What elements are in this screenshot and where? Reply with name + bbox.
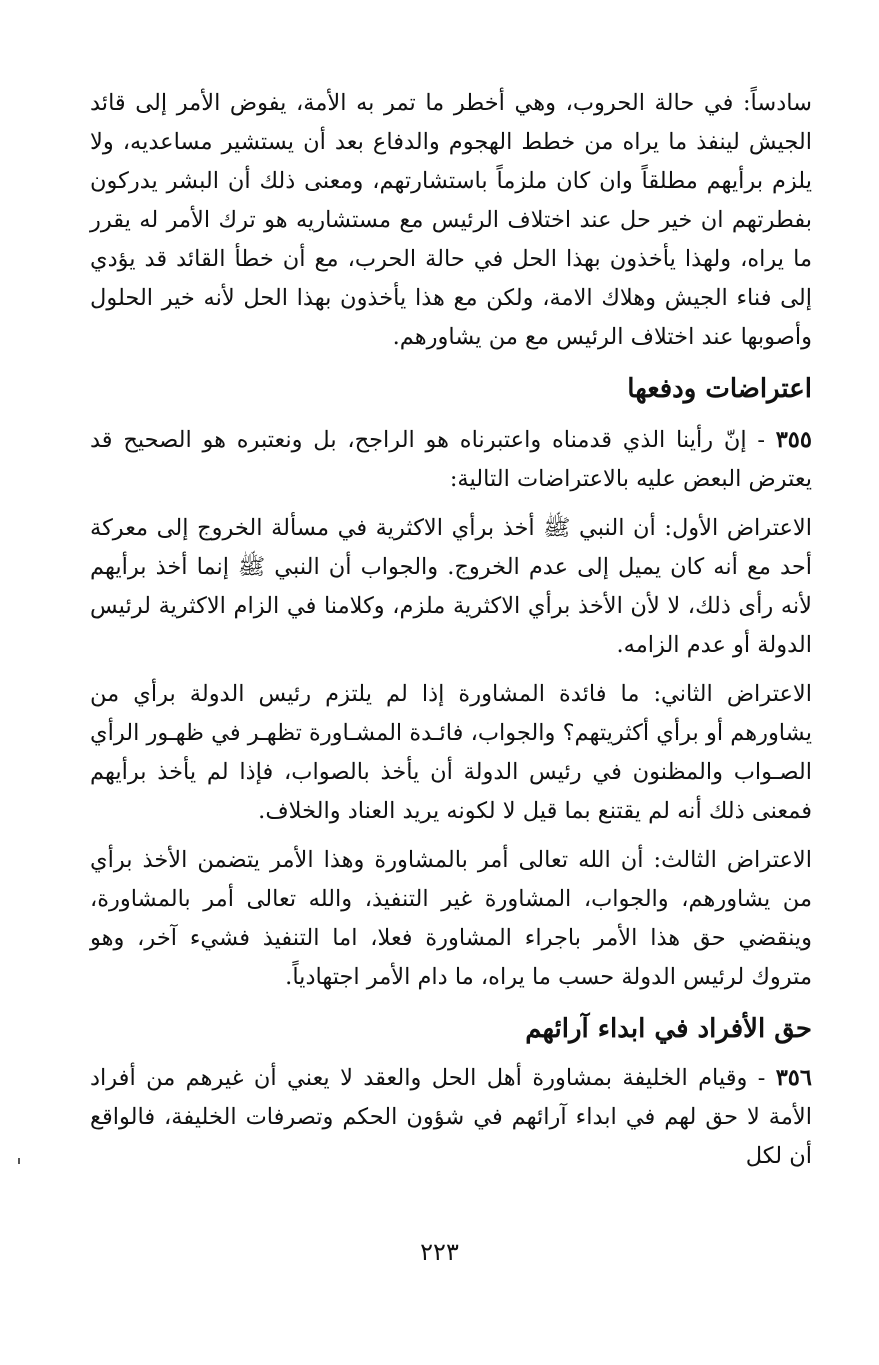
paragraph-355	[90, 421, 812, 499]
paragraph-356	[90, 1059, 812, 1176]
section-dash: -	[746, 427, 776, 453]
heading-individual-rights: حق الأفراد في ابداء آرائهم	[525, 1014, 812, 1044]
paragraph-objection-3: الاعتراض الثالث: أن الله تعالى أمر بالمشاورة وهذا الأمر يتضمن الأخذ برأي من يشاورهم، والجواب، المشاورة غير التنفيذ، والله تعالى أمر بالمشاورة، وينقضي حق هذا الأمر باجراء المشاورة فعلا، اما التنفيذ فشيء آخر، وهو متروك لرئيس الدولة حسب ما يراه، ما دام الأمر اجتهادياً.	[90, 847, 812, 990]
section-dash: -	[747, 1065, 776, 1091]
paragraph-objection-1: الاعتراض الأول: أن النبي ﷺ أخذ برأي الاكثرية في مسألة الخروج إلى معركة أحد مع أنه كان يميل إلى عدم الخروج. والجواب أن النبي ﷺ إنما أخذ برأيهم لأنه رأى ذلك، لا لأن الأخذ برأي الاكثرية ملزم، وكلامنا في الزام الاكثرية لرئيس الدولة أو عدم الزامه.	[90, 515, 812, 658]
page-number: ٢٢٣	[420, 1238, 459, 1266]
section-text-355: إنّ رأينا الذي قدمناه واعتبرناه هو الراجح، بل ونعتبره هو الصحيح قد يعترض البعض عليه بالاعتراضات التالية:	[90, 427, 812, 492]
section-text-356: وقيام الخليفة بمشاورة أهل الحل والعقد لا يعني أن غيرهم من أفراد الأمة لا حق لهم في ابداء آرائهم في شؤون الحكم وتصرفات الخليفة، فالواقع أن لكل	[90, 1065, 812, 1169]
paragraph-objection-2: الاعتراض الثاني: ما فائدة المشاورة إذا لم يلتزم رئيس الدولة برأي من يشاورهم أو برأي أكثريتهم؟ والجواب، فائـدة المشـاورة تظهـر في ظهـور الرأي الصـواب والمظنون في رئيس الدولة أن يأخذ بالصواب، فإذا لم يأخذ برأيهم فمعنى ذلك أنه لم يقتنع بما قيل لا لكونه يريد العناد والخلاف.	[90, 681, 812, 824]
paragraph-sixth-point: سادساً: في حالة الحروب، وهي أخطر ما تمر به الأمة، يفوض الأمر إلى قائد الجيش لينفذ ما يراه من خطط الهجوم والدفاع بعد أن يستشير مساعديه، ولا يلزم برأيهم مطلقاً وان كان ملزماً باستشارتهم، ومعنى ذلك أن البشر يدركون بفطرتهم ان خير حل عند اختلاف الرئيس مع مستشاريه هو ترك الأمر له يقرر ما يراه، ولهذا يأخذون بهذا الحل في حالة الحرب، مع أن خطأ القائد قد يؤدي إلى فناء الجيش وهلاك الامة، ولكن مع هذا يأخذون بهذا الحل لأنه خير الحلول وأصوبها عند اختلاف الرئيس مع من يشاورهم.	[90, 90, 812, 350]
page-body	[90, 84, 812, 1176]
section-number-355: ٣٥٥	[775, 427, 812, 453]
section-number-356: ٣٥٦	[775, 1065, 812, 1091]
scan-speck	[18, 1158, 20, 1164]
heading-objections: اعتراضات ودفعها	[627, 374, 812, 404]
